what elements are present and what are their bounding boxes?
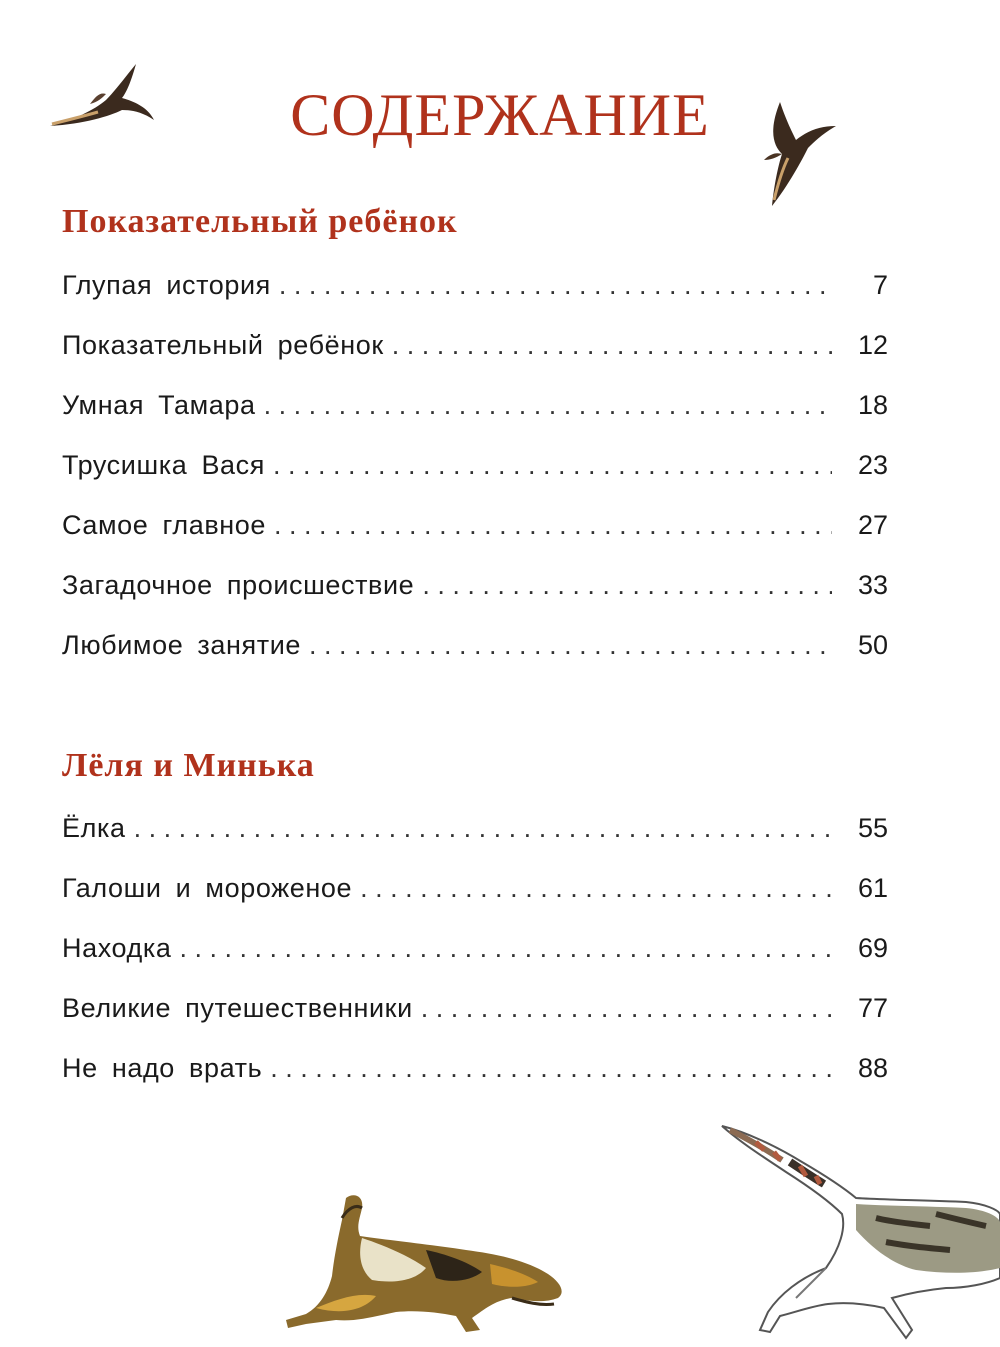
dot-leader [273, 448, 832, 482]
section-title: Показательный ребёнок [62, 203, 458, 240]
toc-entry-label: Самое главное [62, 510, 267, 540]
toc-entry[interactable] [62, 931, 888, 965]
toc-entry-label: Трусишка Вася [62, 450, 265, 480]
toc-entry[interactable] [62, 328, 888, 362]
toc-entry[interactable] [62, 388, 888, 422]
toc-entry[interactable] [62, 628, 888, 662]
toc-page-number: 18 [857, 390, 888, 420]
section-title: Лёля и Минька [62, 747, 315, 784]
toc-page-number: 77 [857, 993, 888, 1023]
dot-leader [279, 268, 832, 302]
toc-page-number: 50 [857, 630, 888, 660]
toc-page-number: 33 [857, 570, 888, 600]
toc-entry[interactable] [62, 508, 888, 542]
toc-entry-label: Находка [62, 933, 172, 963]
cat-illustration [716, 1118, 1000, 1347]
dot-leader [274, 508, 832, 542]
toc-entry[interactable] [62, 811, 888, 845]
toc-entry[interactable] [62, 568, 888, 602]
dot-leader [422, 568, 832, 602]
toc-entry-label: Умная Тамара [62, 390, 256, 420]
dot-leader [421, 991, 832, 1025]
toc-entry-label: Глупая история [62, 270, 271, 300]
dot-leader [360, 871, 832, 905]
toc-entry-label: Великие путешественники [62, 993, 413, 1023]
toc-page-number: 61 [857, 873, 888, 903]
dot-leader [392, 328, 832, 362]
toc-entry-label: Не надо врать [62, 1053, 263, 1083]
toc-page-number: 27 [857, 510, 888, 540]
dot-leader [264, 388, 832, 422]
dot-leader [180, 931, 832, 965]
toc-entry-label: Показательный ребёнок [62, 330, 384, 360]
toc-page-number: 55 [857, 813, 888, 843]
toc-page-number: 7 [872, 270, 888, 300]
toc-entry-label: Любимое занятие [62, 630, 302, 660]
toc-entry[interactable] [62, 448, 888, 482]
toc-page-number: 69 [857, 933, 888, 963]
dot-leader [309, 628, 832, 662]
toc-page-number: 23 [857, 450, 888, 480]
toc-page-number: 12 [857, 330, 888, 360]
toc-entry-label: Загадочное происшествие [62, 570, 415, 600]
toc-entry[interactable] [62, 1051, 888, 1085]
dot-leader [270, 1051, 832, 1085]
toc-entry-label: Галоши и мороженое [62, 873, 353, 903]
toc-entry-label: Ёлка [62, 813, 126, 843]
toc-page-number: 88 [857, 1053, 888, 1083]
toc-entry[interactable] [62, 268, 888, 302]
toc-entry[interactable] [62, 871, 888, 905]
page-title: СОДЕРЖАНИЕ [290, 82, 710, 148]
toc-entry[interactable] [62, 991, 888, 1025]
dot-leader [134, 811, 832, 845]
dog-illustration [276, 1188, 568, 1338]
